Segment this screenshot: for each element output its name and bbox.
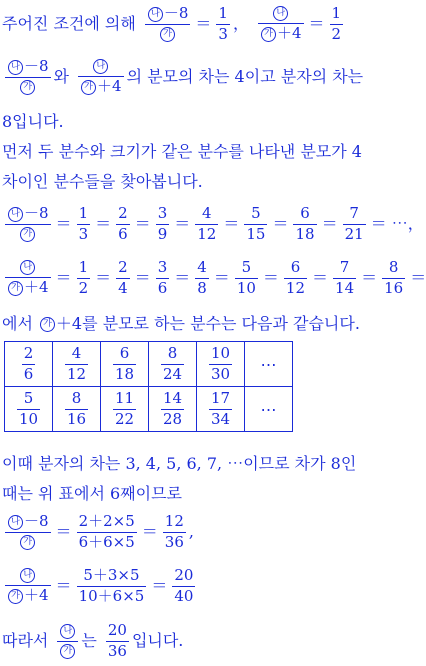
- table-cell: [53, 342, 101, 387]
- numerator: 8: [71, 388, 82, 407]
- text: 의 분모의 차는 4이고 분자의 차는: [126, 67, 364, 86]
- den-text: ＋4: [24, 586, 49, 605]
- denominator: 12: [197, 224, 217, 243]
- sequence-tail: ＝: [410, 268, 426, 287]
- den: 3: [218, 24, 228, 43]
- table-cell: [101, 342, 149, 387]
- circled-na: 나: [8, 515, 23, 530]
- circled-ga: 가: [81, 80, 96, 95]
- equals: ＝: [55, 214, 72, 233]
- num-text: －8: [24, 512, 49, 531]
- fraction: [5, 59, 51, 95]
- numerator: 7: [339, 257, 350, 276]
- fraction: [156, 257, 170, 297]
- line-10: [2, 484, 398, 504]
- fraction: [330, 3, 344, 43]
- den: 36: [164, 532, 184, 551]
- table-cell: [5, 342, 53, 387]
- line-1: [2, 4, 398, 44]
- text: 때는 위 표에서 6째이므로: [2, 484, 182, 503]
- num: 20: [174, 565, 194, 584]
- denominator: 18: [295, 224, 315, 243]
- den: 6＋6×5: [78, 532, 135, 551]
- text: 주어진 조건에 의해: [2, 14, 136, 33]
- text: 와: [53, 67, 70, 86]
- numerator: 2: [118, 257, 128, 276]
- equals: ＝: [141, 522, 158, 541]
- numerator: 11: [114, 388, 135, 407]
- table-cell: [53, 387, 101, 432]
- circled-ga: 가: [60, 644, 75, 659]
- num: 1: [218, 3, 228, 22]
- fraction: [156, 203, 170, 243]
- fraction: [57, 624, 78, 659]
- fraction: [209, 388, 232, 428]
- denominator: 14: [335, 278, 355, 297]
- den: 10＋6×5: [78, 586, 145, 605]
- denominator: 18: [114, 364, 135, 383]
- circled-na: 나: [8, 207, 23, 222]
- fraction: [116, 257, 130, 297]
- sequence-tail: ＝ ⋯，: [370, 214, 424, 233]
- equals: ＝: [321, 214, 338, 233]
- denominator: 6: [157, 278, 168, 297]
- denominator: 24: [162, 364, 183, 383]
- numerator: 6: [290, 257, 301, 276]
- denominator: 12: [285, 278, 306, 297]
- circled-na: 나: [8, 60, 23, 75]
- fraction: [17, 388, 40, 428]
- equals: ＝: [55, 268, 72, 287]
- fraction: [244, 203, 267, 243]
- fraction: [258, 6, 304, 42]
- numerator: 4: [197, 257, 207, 276]
- fraction: [106, 620, 129, 660]
- line-9: [2, 454, 398, 474]
- equals: ＝: [95, 268, 112, 287]
- table-cell: [5, 387, 53, 432]
- fraction: [216, 3, 230, 43]
- table-cell: [101, 387, 149, 432]
- equals: ＝: [134, 214, 151, 233]
- numerator: 8: [167, 343, 178, 362]
- num: 5＋3×5: [83, 565, 140, 584]
- fraction: [5, 260, 51, 296]
- circled-ga: 가: [8, 589, 23, 604]
- circled-na: 나: [20, 568, 35, 583]
- numerator: 17: [210, 388, 231, 407]
- text: ＋4를 분모로 하는 분수는 다음과 같습니다.: [55, 314, 360, 333]
- circled-ga: 가: [160, 27, 175, 42]
- circled-ga: 가: [20, 535, 35, 550]
- comma: ，: [232, 14, 249, 33]
- num: 1: [331, 3, 342, 22]
- denominator: 4: [118, 278, 128, 297]
- num: 2＋2×5: [78, 511, 135, 530]
- denominator: 6: [23, 364, 34, 383]
- equals: ＝: [95, 214, 112, 233]
- den-text: ＋4: [276, 24, 302, 43]
- numerator: 7: [349, 203, 359, 222]
- numerator: 2: [118, 203, 128, 222]
- table-cell: [197, 342, 245, 387]
- numerator: 1: [78, 203, 89, 222]
- text: 는: [81, 631, 97, 650]
- denominator: 12: [66, 364, 87, 383]
- fraction: [5, 514, 51, 550]
- table-cell: ⋯: [245, 387, 293, 432]
- text: 차이인 분수들을 찾아봅니다.: [2, 172, 203, 191]
- fraction: [5, 206, 51, 242]
- fraction: [65, 388, 88, 428]
- fraction-table: [4, 341, 293, 432]
- fraction: [22, 343, 36, 383]
- table-cell: [149, 387, 197, 432]
- circled-ga: 가: [8, 281, 23, 296]
- text: 에서: [2, 314, 33, 333]
- denominator: 8: [197, 278, 207, 297]
- fraction: [209, 343, 232, 383]
- line-4: [2, 142, 398, 162]
- circled-ga: 가: [261, 27, 276, 42]
- fraction: [161, 388, 184, 428]
- equals: ＝: [312, 268, 329, 287]
- denominator: 3: [78, 224, 89, 243]
- numerator: 8: [388, 257, 399, 276]
- fraction: [161, 343, 184, 383]
- text: 따라서: [2, 631, 49, 650]
- numerator: 3: [157, 257, 168, 276]
- den-text: ＋4: [24, 278, 49, 297]
- equals: ＝: [223, 214, 240, 233]
- text: 8입니다.: [2, 112, 64, 131]
- equivalent-fractions-2: [2, 256, 426, 300]
- denominator: 6: [118, 224, 128, 243]
- comma: ,: [188, 522, 194, 541]
- denominator: 21: [344, 224, 364, 243]
- numerator: 6: [300, 203, 310, 222]
- fraction: [172, 565, 195, 605]
- numerator: 1: [78, 257, 89, 276]
- numerator: 6: [119, 343, 130, 362]
- table-cell: [197, 387, 245, 432]
- fraction: [195, 257, 209, 297]
- line-8: [2, 314, 398, 334]
- fraction: [293, 203, 316, 243]
- denominator: 16: [384, 278, 404, 297]
- fraction: [77, 257, 91, 297]
- denominator: 10: [236, 278, 256, 297]
- circled-na: 나: [148, 7, 163, 22]
- denominator: 34: [210, 409, 231, 428]
- numerator: 5: [241, 257, 252, 276]
- fraction: [113, 388, 136, 428]
- text: 먼저 두 분수와 크기가 같은 분수를 나타낸 분모가 4: [2, 142, 362, 161]
- circled-na: 나: [60, 624, 75, 639]
- table-row: [5, 387, 293, 432]
- fraction: [195, 203, 218, 243]
- denominator: 22: [114, 409, 135, 428]
- num: 12: [164, 511, 184, 530]
- circled-ga: 가: [40, 317, 55, 332]
- num-text: －8: [24, 204, 49, 223]
- numerator: 2: [23, 343, 34, 362]
- fraction: [235, 257, 258, 297]
- den: 36: [107, 641, 127, 660]
- line-3: [2, 112, 398, 132]
- equals: ＝: [308, 14, 325, 33]
- calculation-2: [2, 564, 398, 608]
- circled-ga: 가: [20, 227, 35, 242]
- denominator: 16: [66, 409, 87, 428]
- den-text: ＋4: [97, 77, 122, 96]
- numerator: 10: [210, 343, 231, 362]
- fraction: [382, 257, 405, 297]
- line-5: [2, 172, 398, 192]
- fraction: [78, 59, 124, 95]
- equals: ＝: [134, 268, 151, 287]
- text: 입니다.: [131, 631, 184, 650]
- equals: ＝: [361, 268, 378, 287]
- fraction: [333, 257, 356, 297]
- equals: ＝: [195, 14, 212, 33]
- fraction: [77, 565, 147, 605]
- den: 40: [174, 586, 194, 605]
- fraction: [65, 343, 88, 383]
- table-cell: ⋯: [245, 342, 293, 387]
- denominator: 15: [246, 224, 266, 243]
- fraction: [163, 511, 186, 551]
- num: 20: [107, 620, 127, 639]
- den: 2: [331, 24, 342, 43]
- text: 이때 분자의 차는 3, 4, 5, 6, 7, ⋯이므로 차가 8인: [2, 454, 357, 473]
- calculation-1: [2, 510, 398, 554]
- table-cell: [149, 342, 197, 387]
- answer-line: [2, 620, 398, 662]
- circled-na: 나: [20, 260, 35, 275]
- equals: ＝: [174, 268, 191, 287]
- num-text: －8: [24, 57, 49, 76]
- circled-na: 나: [93, 59, 108, 74]
- fraction: [145, 6, 191, 42]
- table-row: [5, 342, 293, 387]
- denominator: 2: [78, 278, 89, 297]
- denominator: 30: [210, 364, 231, 383]
- fraction: [343, 203, 366, 243]
- equals: ＝: [262, 268, 279, 287]
- equals: ＝: [174, 214, 191, 233]
- numerator: 5: [251, 203, 261, 222]
- numerator: 5: [23, 388, 34, 407]
- equals: ＝: [272, 214, 289, 233]
- numerator: 14: [162, 388, 183, 407]
- fraction: [113, 343, 136, 383]
- line-2: [2, 56, 398, 98]
- fraction: [5, 568, 51, 604]
- equivalent-fractions-1: [2, 202, 424, 246]
- denominator: 9: [157, 224, 168, 243]
- numerator: 4: [71, 343, 82, 362]
- circled-na: 나: [273, 6, 288, 21]
- equals: ＝: [55, 576, 72, 595]
- fraction: [77, 203, 91, 243]
- fraction: [116, 203, 130, 243]
- equals: ＝: [213, 268, 230, 287]
- numerator: 3: [157, 203, 168, 222]
- denominator: 10: [18, 409, 39, 428]
- numerator: 4: [202, 203, 212, 222]
- fraction: [284, 257, 307, 297]
- equals: ＝: [151, 576, 168, 595]
- fraction: [77, 511, 137, 551]
- denominator: 28: [162, 409, 183, 428]
- circled-ga: 가: [20, 80, 35, 95]
- equals: ＝: [55, 522, 72, 541]
- num-text: －8: [163, 4, 189, 23]
